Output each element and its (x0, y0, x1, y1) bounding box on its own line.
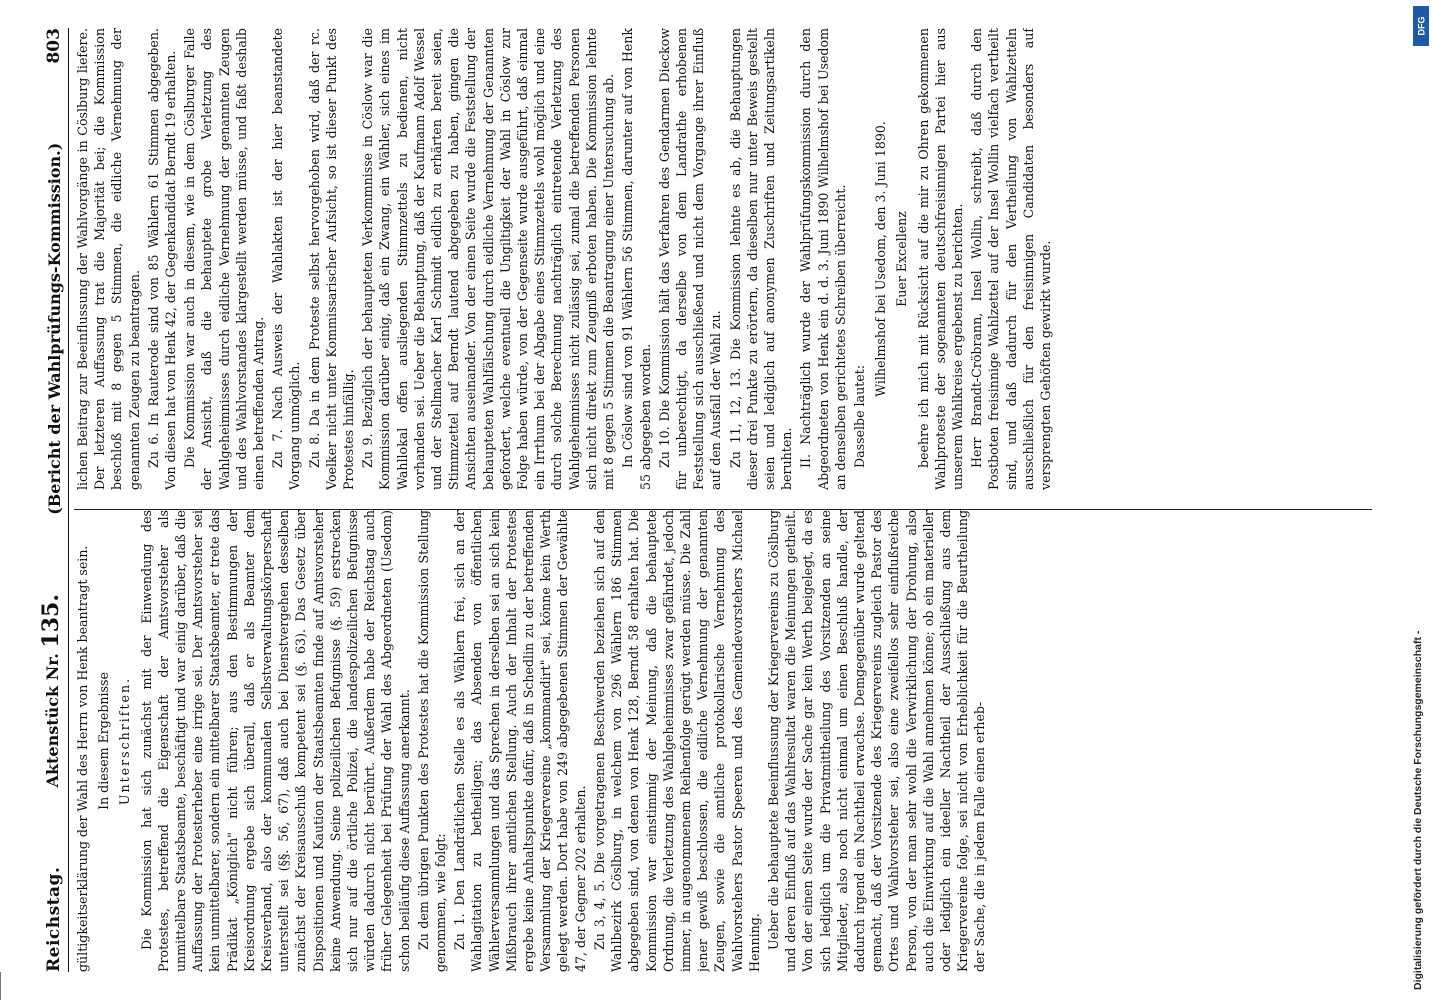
paragraph: Zu 10. Die Kommission hält das Verfahren des Gendarmen Dieckow für unberechtigt, da derselbe von dem Landrathe erhobenen Feststellung sich ausschließend und nicht dem Vorgange ihrer Einfluß auf den Ausfall der Wahl zu. (656, 28, 724, 490)
paragraph: Herr Brandt-Cröbrann, Insel Wollin, schreibt, daß durch den Postboten freisinnige Wahlzettel auf der Insel Wollin vielfach vertheilt sind, und daß dadurch für den Vertheilung von Wahlzetteln ausschließlich für den freisinnigen Candidaten besonders auf versprengten Gehöften gewirkt wurde. (969, 28, 1053, 490)
paragraph: Ueber die behauptete Beeinflussung der Kriegervereins zu Cöslburg und deren Einfluß auf das Wahlresultat waren die Meinungen getheilt. Von der einen Seite wurde der Sache gar kein Werth beigelegt, da es sich lediglich um die Privatmittheilung des Vorsitzenden an seine Mitglieder, also noch nicht einmal um einen Beschluß handle, der dadurch irgend ein Nachtheil erwachse. Demgegenüber wurde geltend gemacht, daß der Vorsitzende des Kriegervereins zugleich Pastor des Ortes und Wahlvorsteher sei, also eine zweifellos sehr einflußreiche Person, von der man sehr wohl die Verwirklichung der Drohung, also auch die Einwirkung auf die Wahl annehmen könne; ob ein materieller oder lediglich ein ideeller Nachtheil der Ausschließung aus dem Kriegervereine folge, sei nicht von Erheblichkeit für die Beurtheilung der Sache, die in jedem Falle einen erheb- (765, 510, 988, 972)
paragraph: gültigkeitserklärung der Wahl des Herrn von Henk beantragt sein. (75, 545, 90, 972)
page-number: 803 (44, 28, 64, 64)
paragraph: II. Nachträglich wurde der Wahlprüfungskommission durch den Abgeordneten von Henk ein d. d. 3. Juni 1890 Wilhelmshof bei Usedom an denselben gerichtetes Schreiben überreicht. (798, 28, 848, 490)
digitization-credit: Digitalisierung gefördert durch die Deutsche Forschungsgemeinschaft - (1412, 630, 1424, 990)
paragraph: Zu 1. Den Landrätlichen Stelle es als Wählern frei, sich an der Wahlagitation zu betheiligen; das Absenden von öffentlichen Wählerversammlungen und das Sprechen in derselben sei an sich kein Mißbrauch ihrer amtlichen Stellung. Auch der Inhalt der Protestes ergebe keine Anhaltspunkte dafür, daß in Schedlin zu der betreffenden Versammlung der Kriegervereine „kommandirt" sei, könne kein Werth gelegt werden. Dort habe von 249 abgegebenen Stimmen der Gewählte 47, der Gegner 202 erhalten. (452, 510, 588, 972)
letter-dateline: Wilhelmshof bei Usedom, den 3. Juni 1890. (873, 121, 889, 397)
paragraph: lichen Beitrag zur Beeinflussung der Wahlvorgänge in Cöslburg liefere. Der letzteren Auffassung trat die Majorität bei; die Kommission beschloß mit 8 gegen 5 Stimmen, die eidliche Vernehmung der genannten Zeugen zu beantragen. (75, 28, 142, 490)
header-mid-number: 135. (38, 593, 64, 648)
paragraph: In Cöslow sind von 91 Wählern 56 Stimmen, darunter auf von Henk 55 abgegeben worden. (620, 28, 653, 490)
page-header (24, 28, 69, 972)
header-mid-prefix: Aktenstück Nr. (43, 653, 62, 788)
header-document-number (38, 594, 64, 787)
column-right (74, 28, 1372, 490)
paragraph: Zu 8. Da in dem Proteste selbst hervorgehoben wird, daß der rc. Voelker nicht unter Kommissarischer Aufsicht, so ist dieser Punkt des Protestes hinfällig. (306, 28, 357, 490)
dfg-logo-text: DFG (1416, 16, 1426, 36)
centered-line: Unterschriften. (117, 676, 133, 806)
paragraph: Zu 6. In Rauterode sind von 85 Wählern 61 Stimmen abgegeben. Von diesen hat von Henk 42, der Gegenkandidat Berndt 19 erhalten. (145, 28, 179, 490)
header-left: Reichstag. (44, 866, 64, 972)
paragraph: Zu 3, 4, 5. Die vorgetragenen Beschwerden beziehen sich auf den Wahlbezirk Cöslburg, in welchem von 296 Wählern 186 Stimmen abgegeben sind, von denen von Henk 128, Berndt 58 erhalten hat. Die Kommission war einstimmig der Meinung, daß die behauptete Ordnung, die Verletzung des Wahlgeheimnisses zwar gefährdet, jedoch immer, in augenommenem Reihenfolge gerügt werden müsse. Die Zahl jener gewiß beschlossen, die eidliche Vernehmung der genannten Zeugen, sowie die amtliche protokollarische Vernehmung des Wahlvorstehers Pastor Speeren und des Gemeindevorstehers Michael Henning. (591, 510, 762, 972)
paragraph: beehre ich mich mit Rücksicht auf die mir zu Ohren gekommenen Wahlproteste der sogenannten deutschfreisinnigen Partei hier aus unserem Wahlkreise ergebenst zu berichten. (915, 28, 965, 490)
paragraph: Zu 7. Nach Ausweis der Wahlakten ist der hier beanstandete Vorgang unmöglich. (270, 28, 303, 490)
centered-line: In diesem Ergebnisse (96, 672, 112, 810)
paragraph: Zu dem übrigen Punkten des Protestes hat die Kommission Stellung genommen, wie folgt: (415, 510, 449, 972)
paragraph: Zu 11, 12, 13. Die Kommission lehnte es ab, die Behauptungen dieser drei Punkte zu erörtern, da dieselben nur unter Beweis gestellt seien und lediglich auf anonymen Zuschriften und Zeitungsartikeln beruhten. (727, 28, 795, 490)
paragraph: Zu 9. Bezüglich der behaupteten Verkommnisse in Cöslow war die Kommission darüber einig, daß ein Zwang, ein Wähler, sich eines im Wahllokal offen ausliegenden Stimmzettels zu bedienen, nicht vorhanden sei. Ueber die Behauptung, daß der Kaufmann Adolf Wessel und der Stellmacher Karl Schmidt eidlich zu erhärten bereit seien, Stimmzettel auf Berndt lautend abgegeben zu haben, gingen die Ansichten auseinander. Von der einen Seite wurde die Feststellung der behaupteten Wahlfälschung durch eidliche Vernehmung der Genannten gefordert, welche eventuell die Ungiltigkeit der Wahl in Cöslow zur Folge haben würde, von der Gegenseite wurde ausgeführt, daß einmal ein Irrthum bei der Abgabe eines Stimmzettels wohl möglich und eine durch solche Berechnung nachträglich eintretende Verletzung des Wahlgeheimnisses nicht zulässig sei, zumal die betreffenden Personen sich nicht direkt zum Zeugniß erboten haben. Die Kommission lehnte mit 8 gegen 5 Stimmen die Beantragung einer Untersuchung ab. (360, 28, 617, 490)
paragraph: Die Kommission hat sich zunächst mit der Einwendung des Protestes, betreffend die Eigenschaft der Amtsvorsteher als unmittelbare Staatsbeamte, beschäftigt und war einig darüber, daß die Auffassung der Protesterheber eine irrige sei. Der Amtsvorsteher sei kein unmittelbarer, sondern ein mittelbarer Staatsbeamter, er trete das Prädikat „Königlich" nicht führen; aus den Bestimmungen der Kreisordnung ergebe sich überall, daß er als Beamter dem Kreisverband, also der kommunalen Selbstverwaltungskörperschaft unterstellt sei (§§. 56, 67), daß auch bei Dienstvergehen desselben zunächst der Kreisausschuß kompetent sei (§. 63). Das Gesetz über Dispositionen und Kaution der Staatsbeamten finde auf Amtsvorsteher keine Anwendung. Seine polizeilichen Befugnisse (§. 59) erstrecken sich nur auf die örtliche Polizei, die landespolizeilichen Befugnisse würden dadurch nicht berührt. Außerdem habe der Reichstag auch früher Gelegenheit bei Prüfung der Wahl des Abgeordneten (Usedom) schon beiläufig diese Auffassung anerkannt. (138, 510, 412, 972)
header-report-title: (Bericht der Wahlprüfungs-Kommission.) (45, 142, 64, 515)
column-left (74, 510, 1372, 972)
paragraph: Dasselbe lautet: (851, 365, 867, 468)
scan-corner-mark (0, 972, 7, 1000)
text-columns (74, 28, 1372, 972)
column-divider (74, 509, 1372, 510)
paragraph: Die Kommission war auch in diesem, wie in dem Cöslburger Falle der Ansicht, daß die behauptete grobe Verletzung des Wahlgeheimnisses durch eidliche Vernehmung der genannten Zeugen und des Wahlvorstandes klargestellt werden müsse, und faßt deshalb einen betreffenden Antrag. (182, 28, 267, 490)
letter-salutation: Euer Excellenz (894, 211, 910, 307)
